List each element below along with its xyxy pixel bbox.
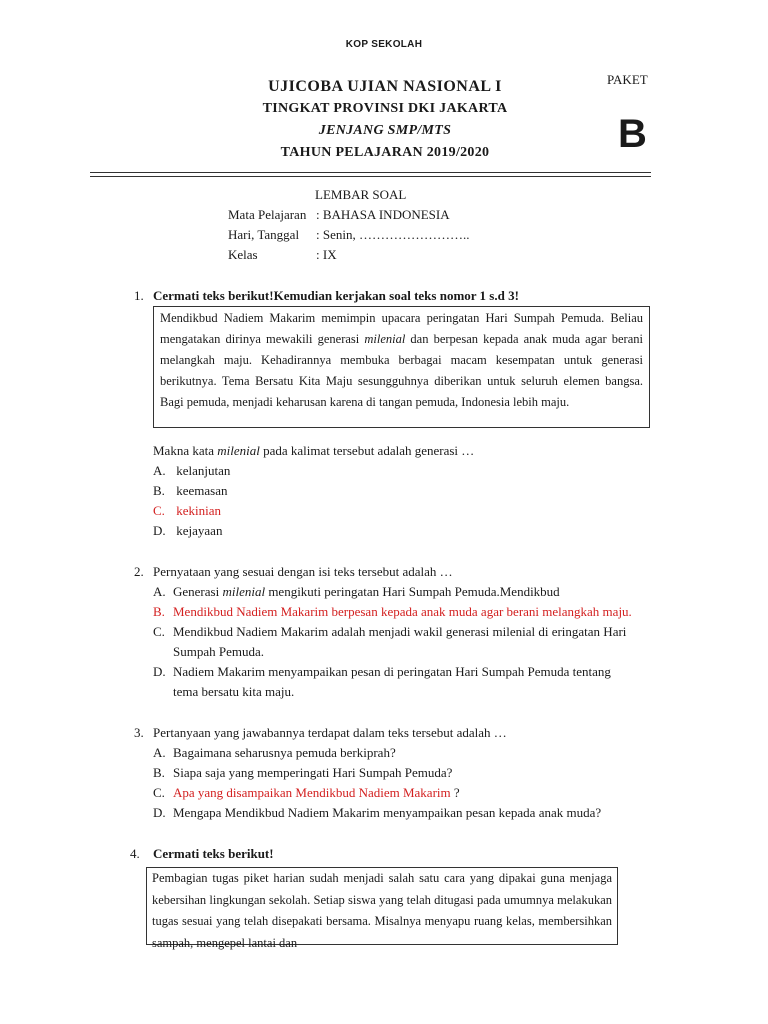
meta-class xyxy=(228,247,337,263)
q3-option-c-answer xyxy=(153,783,460,803)
q1-option-c-letter: C. xyxy=(153,503,165,518)
q1-option-d xyxy=(153,521,222,541)
q1-option-c-text: kekinian xyxy=(176,503,222,518)
q2-option-c-line2: Sumpah Pemuda. xyxy=(173,644,264,659)
q2-number: 2. xyxy=(134,564,144,579)
q2-option-a xyxy=(153,582,560,602)
subject-value: : BAHASA INDONESIA xyxy=(316,207,450,222)
q2-option-b-letter: B. xyxy=(153,604,165,619)
exam-region: TINGKAT PROVINSI DKI JAKARTA xyxy=(262,101,508,116)
q3-stem: Pertanyaan yang jawabannya terdapat dalam teks tersebut adalah … xyxy=(153,725,507,740)
q2-option-a-tail: mengikuti peringatan Hari Sumpah Pemuda.Mendikbud xyxy=(265,584,560,599)
exam-title-block xyxy=(150,76,620,164)
q3-option-d xyxy=(153,803,601,823)
q2-option-d-letter: D. xyxy=(153,664,166,679)
q2-option-a-text: Generasi xyxy=(173,584,223,599)
q1-passage-italic: milenial xyxy=(364,332,406,346)
q2-option-b-answer xyxy=(153,602,632,622)
q1-instruction: Cermati teks berikut!Kemudian kerjakan soal teks nomor 1 s.d 3! xyxy=(153,288,519,303)
q1-option-c-answer xyxy=(153,501,221,521)
q1-option-a-text: kelanjutan xyxy=(176,463,231,478)
q1-stem-italic: milenial xyxy=(217,443,260,458)
q3-option-b-letter: B. xyxy=(153,765,165,780)
q3-option-a-text: Bagaimana seharusnya pemuda berkiprah? xyxy=(173,745,396,760)
header-divider xyxy=(90,172,651,177)
q3-option-c-letter: C. xyxy=(153,785,165,800)
q1-option-d-letter: D. xyxy=(153,523,166,538)
q1-option-b-letter: B. xyxy=(153,483,165,498)
q4-instruction: Cermati teks berikut! xyxy=(153,846,274,861)
q2-option-d-line2: tema bersatu kita maju. xyxy=(173,684,295,699)
paket-label: PAKET xyxy=(607,72,648,87)
q1-option-a xyxy=(153,461,230,481)
q2-option-d xyxy=(153,662,611,702)
q2-option-d-line1: Nadiem Makarim menyampaikan pesan di peringatan Hari Sumpah Pemuda tentang xyxy=(173,664,611,679)
q1-option-d-text: kejayaan xyxy=(176,523,223,538)
q2-stem: Pernyataan yang sesuai dengan isi teks tersebut adalah … xyxy=(153,564,453,579)
q1-stem-b: pada kalimat tersebut adalah generasi … xyxy=(259,443,475,458)
exam-level: JENJANG SMP/MTS xyxy=(318,123,452,138)
meta-day xyxy=(228,227,469,243)
q3-option-c-tail: ? xyxy=(450,785,460,800)
exam-year: TAHUN PELAJARAN 2019/2020 xyxy=(280,145,490,160)
q3-option-d-text: Mengapa Mendikbud Nadiem Makarim menyampaikan pesan kepada anak muda? xyxy=(173,805,602,820)
paket-letter: B xyxy=(618,112,647,156)
q2-option-c-line1: Mendikbud Nadiem Makarim adalah menjadi wakil generasi milenial di eringatan Hari xyxy=(173,624,627,639)
exam-title: UJICOBA UJIAN NASIONAL I xyxy=(268,78,502,95)
q1-option-a-letter: A. xyxy=(153,463,166,478)
q3-number: 3. xyxy=(134,725,144,740)
day-label: Hari, Tanggal xyxy=(228,227,300,242)
q2-option-b-text: Mendikbud Nadiem Makarim berpesan kepada anak muda agar berani melangkah maju. xyxy=(173,604,632,619)
q1-passage-part1: Mendikbud Nadiem Makarim memimpin upacara peringatan Hari Sumpah Pemuda. Beliau mengatakan dirinya mewakili generasi xyxy=(160,311,643,346)
q2-option-c xyxy=(153,622,626,662)
q3-option-d-letter: D. xyxy=(153,805,166,820)
sheet-heading: LEMBAR SOAL xyxy=(315,187,407,202)
q1-passage-part2: dan berpesan kepada anak muda agar berani melangkah maju. Kehadirannya membuka berbagai macam kesempatan untuk generasi berikutnya. Tema Bersatu Kita Maju sesungguhnya diberikan untuk seluruh elemen bangsa. Bagi pemuda, menjadi keharusan karena di tangan pemuda, Indonesia lebih maju. xyxy=(160,332,643,409)
q1-passage xyxy=(153,306,650,428)
day-value: : Senin, …………………….. xyxy=(316,227,470,242)
q3-option-b-text: Siapa saja yang memperingati Hari Sumpah Pemuda? xyxy=(173,765,453,780)
q2-option-a-italic: milenial xyxy=(222,584,266,599)
meta-subject xyxy=(228,207,450,223)
q4-passage: Pembagian tugas piket harian sudah menjadi salah satu cara yang dipakai guna menjaga kebersihan lingkungan sekolah. Setiap siswa yang telah ditugasi pada umumnya melakukan tugas sesuai yang telah disepakati bersama. Misalnya menyapu ruang kelas, membersihkan sampah, mengepel lantai dan xyxy=(146,867,618,945)
q3-option-a xyxy=(153,743,396,763)
q1-stem-a: Makna kata xyxy=(153,443,218,458)
q1-stem xyxy=(153,443,474,459)
school-letterhead: KOP SEKOLAH xyxy=(345,39,423,50)
subject-label: Mata Pelajaran xyxy=(228,207,307,222)
class-label: Kelas xyxy=(228,247,258,262)
q2-option-a-letter: A. xyxy=(153,584,166,599)
q2-option-c-letter: C. xyxy=(153,624,165,639)
q4-number: 4. xyxy=(130,846,140,861)
q3-option-a-letter: A. xyxy=(153,745,166,760)
q3-option-b xyxy=(153,763,452,783)
q1-option-b xyxy=(153,481,228,501)
q3-option-c-text: Apa yang disampaikan Mendikbud Nadiem Makarim xyxy=(173,785,451,800)
class-value: : IX xyxy=(316,247,337,262)
q1-option-b-text: keemasan xyxy=(176,483,228,498)
q1-number: 1. xyxy=(134,288,144,303)
